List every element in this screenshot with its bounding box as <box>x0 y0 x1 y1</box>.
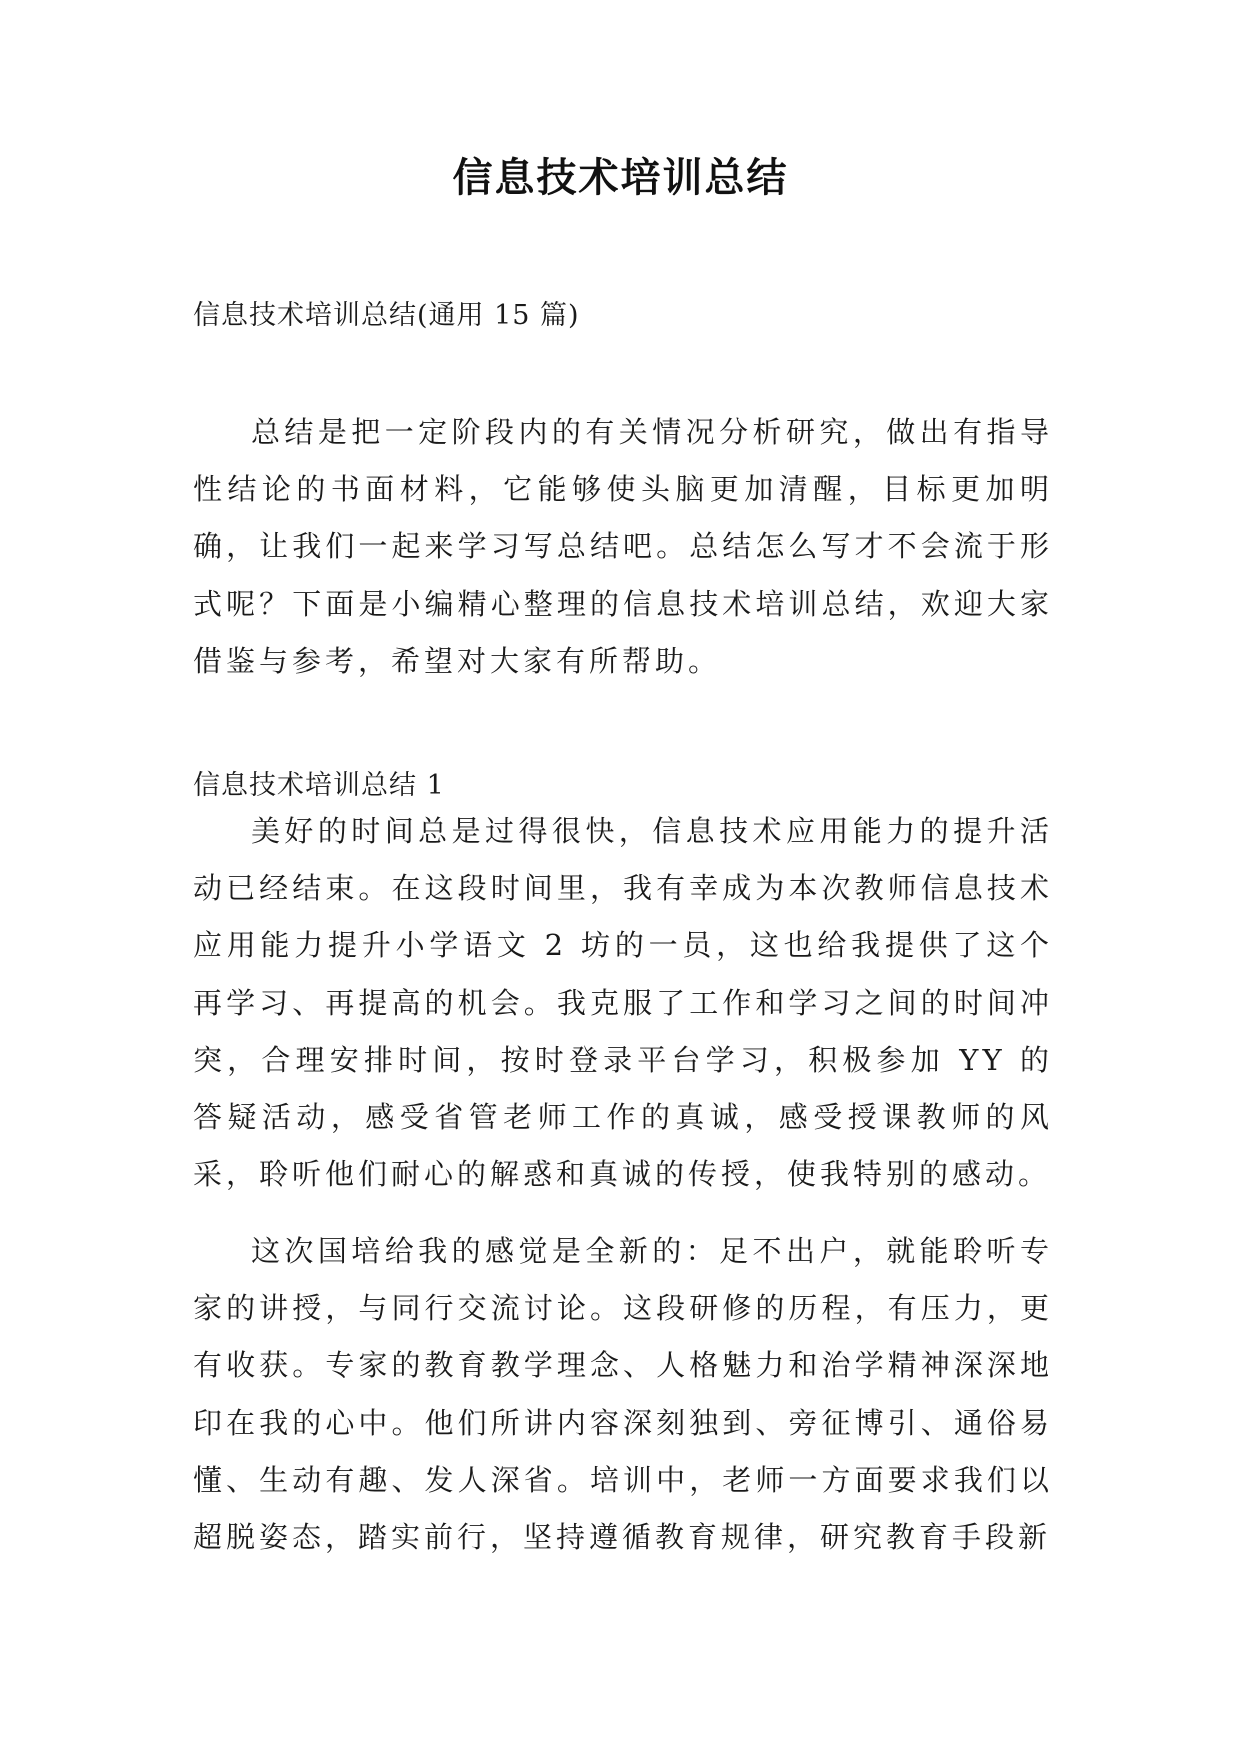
intro-paragraph: 总结是把一定阶段内的有关情况分析研究，做出有指导性结论的书面材料，它能够使头脑更加清醒，目标更加明确，让我们一起来学习写总结吧。总结怎么写才不会流于形式呢？下面是小编精心整理的信息技术培训总结，欢迎大家借鉴与参考，希望对大家有所帮助。 <box>193 415 1053 678</box>
document-subtitle: 信息技术培训总结(通用 15 篇) <box>193 300 580 331</box>
body-paragraph: 美好的时间总是过得很快，信息技术应用能力的提升活动已经结束。在这段时间里，我有幸成为本次教师信息技术应用能力提升小学语文 2 坊的一员，这也给我提供了这个再学习、再提高的机会。我克服了工作和学习之间的时间冲突，合理安排时间，按时登录平台学习，积极参加 YY 的答疑活动，感受省管老师工作的真诚，感受授课教师的风采，聆听他们耐心的解惑和真诚的传授，使我特别的感动。 <box>193 814 1053 1192</box>
document-title: 信息技术培训总结 <box>452 155 789 201</box>
section-heading: 信息技术培训总结 1 <box>193 770 445 801</box>
body-paragraph: 这次国培给我的感觉是全新的：足不出户，就能聆听专家的讲授，与同行交流讨论。这段研修的历程，有压力，更有收获。专家的教育教学理念、人格魅力和治学精神深深地印在我的心中。他们所讲内容深刻独到、旁征博引、通俗易懂、生动有趣、发人深省。培训中，老师一方面要求我们以超脱姿态，踏实前行，坚持遵循教育规律，研究教育手段新 <box>193 1234 1053 1555</box>
